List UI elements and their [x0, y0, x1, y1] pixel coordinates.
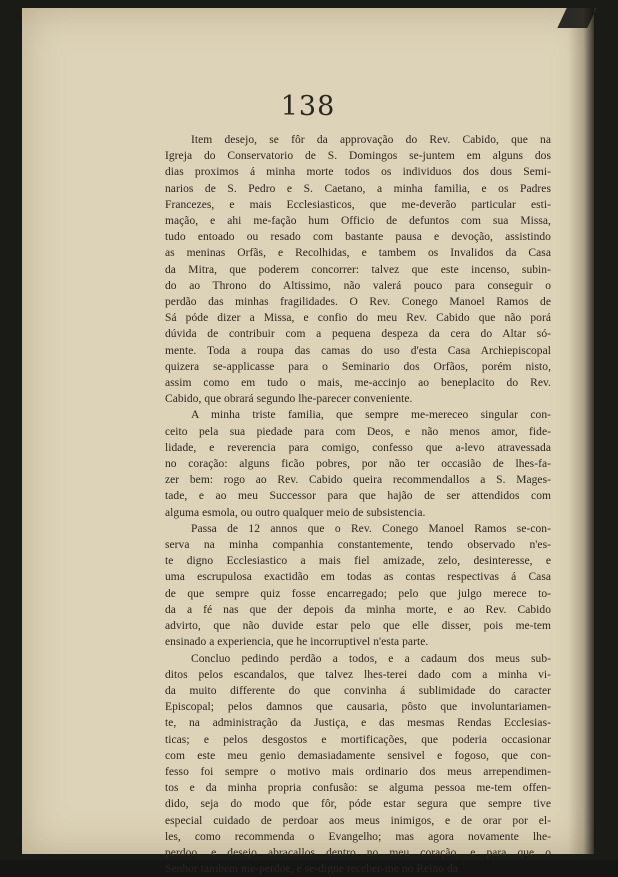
text-line: tudo entoado ou resado com bastante pausa e devoção, assistindo [165, 229, 551, 245]
text-line: uma escrupulosa exactidão em todas as contas respectivas á Casa [165, 569, 551, 585]
text-line: Senhor tambem me-perdoe, e se-digne receber-me no Reino da [165, 861, 551, 877]
text-line: te, na administração da Justiça, e das mesmas Rendas Ecclesias- [165, 715, 551, 731]
text-line: zer bem: rogo ao Rev. Cabido queira recommendallos a S. Mages- [165, 472, 551, 488]
body-text [165, 132, 551, 877]
text-line: les, como recommenda o Evangelho; mas agora novamente lhe- [165, 829, 551, 845]
text-line: ticas; e pelos desgostos e mortificações, que poderia occasionar [165, 732, 551, 748]
text-line: Igreja do Conservatorio de S. Domingos se-juntem em alguns dos [165, 148, 551, 164]
text-line: especial cuidado de perdoar aos meus inimigos, e de orar por el- [165, 813, 551, 829]
text-line: Item desejo, se fôr da approvação do Rev. Cabido, que na [165, 132, 551, 148]
text-line: Passa de 12 annos que o Rev. Conego Manoel Ramos se-con- [165, 521, 551, 537]
text-line: assim como em tudo o mais, me-accinjo ao beneplacito do Rev. [165, 375, 551, 391]
text-line: Francezes, e mais Ecclesiasticos, que me-deverão particular esti- [165, 197, 551, 213]
paragraph [165, 407, 551, 520]
text-line: da muito differente do que convinha á sublimidade do caracter [165, 683, 551, 699]
text-line: Cabido, que obrará segundo lhe-parecer conveniente. [165, 391, 551, 407]
text-line: ensinado a experiencia, que he incorruptivel n'esta parte. [165, 634, 551, 650]
text-line: com este meu genio demasiadamente sensivel e fogoso, que con- [165, 748, 551, 764]
text-line: perdoo, e desejo abracallos dentro no meu coração, e para que o [165, 845, 551, 861]
text-line: Episcopal; pelos damnos que causaria, pôsto que involuntariamen- [165, 699, 551, 715]
text-line: serva na minha companhia constantemente, tendo observado n'es- [165, 537, 551, 553]
text-line: tos e da minha propria confusão: se alguma pessoa me-tem offen- [165, 780, 551, 796]
text-line: A minha triste familia, que sempre me-mereceo singular con- [165, 407, 551, 423]
text-line: dias proximos á minha morte todos os individuos dos dous Semi- [165, 164, 551, 180]
text-line: de que sempre quiz fosse encarregado; pelo que julgo merece to- [165, 586, 551, 602]
paragraph [165, 132, 551, 407]
text-line: Concluo pedindo perdão a todos, e a cadaum dos meus sub- [165, 651, 551, 667]
text-line: no coração: alguns ficão pobres, por não ter occasião de lhes-fa- [165, 456, 551, 472]
text-line: te digno Ecclesiastico a mais fiel amizade, zelo, desinteresse, e [165, 553, 551, 569]
text-line: fesso foi sempre o motivo mais ordinario dos meus arrependimen- [165, 764, 551, 780]
text-line: ditos pelos escandalos, que talvez lhes-terei dado com a minha vi- [165, 667, 551, 683]
page-number: 138 [22, 91, 594, 122]
text-line: Sá póde dizer a Missa, e confio do meu Rev. Cabido que não porá [165, 310, 551, 326]
text-line: lidade, e reverencia para comigo, confesso que a-levo atravessada [165, 440, 551, 456]
text-line: mação, e ahi me-fação hum Officio de defuntos com sua Missa, [165, 213, 551, 229]
text-line: quizera se-applicasse para o Seminario dos Orfãos, porém nisto, [165, 359, 551, 375]
text-line: da a fé nas que der depois da minha morte, e ao Rev. Cabido [165, 602, 551, 618]
text-line: perdão das minhas fragilidades. O Rev. Conego Manoel Ramos de [165, 294, 551, 310]
paragraph [165, 651, 551, 877]
text-line: da Mitra, que poderem concorrer: talvez que este incenso, subin- [165, 262, 551, 278]
text-line: advirto, que não duvide estar pelo que elle disser, pois me-tem [165, 618, 551, 634]
text-line: do ao Throno do Altissimo, não valerá pouco para conseguir o [165, 278, 551, 294]
text-line: dúvida de contribuir com a pequena despeza da cera do Altar só- [165, 326, 551, 342]
page-edge-shadow [568, 8, 594, 854]
text-line: dido, seja do modo que fôr, póde estar segura que sempre tive [165, 796, 551, 812]
text-line: as meninas Orfãs, e Recolhidas, e tambem os Invalidos da Casa [165, 245, 551, 261]
text-line: ceito pela sua piedade para com Deos, e não menos amor, fide- [165, 424, 551, 440]
text-line: alguma esmola, ou outro qualquer meio de subsistencia. [165, 505, 551, 521]
paragraph [165, 521, 551, 651]
text-line: mente. Toda a roupa das camas do uso d'esta Casa Archiepiscopal [165, 343, 551, 359]
text-line: tade, e ao meu Successor para que hajão de ser attendidos com [165, 488, 551, 504]
book-page [22, 8, 594, 854]
text-line: narios de S. Pedro e S. Caetano, a minha familia, e os Padres [165, 181, 551, 197]
